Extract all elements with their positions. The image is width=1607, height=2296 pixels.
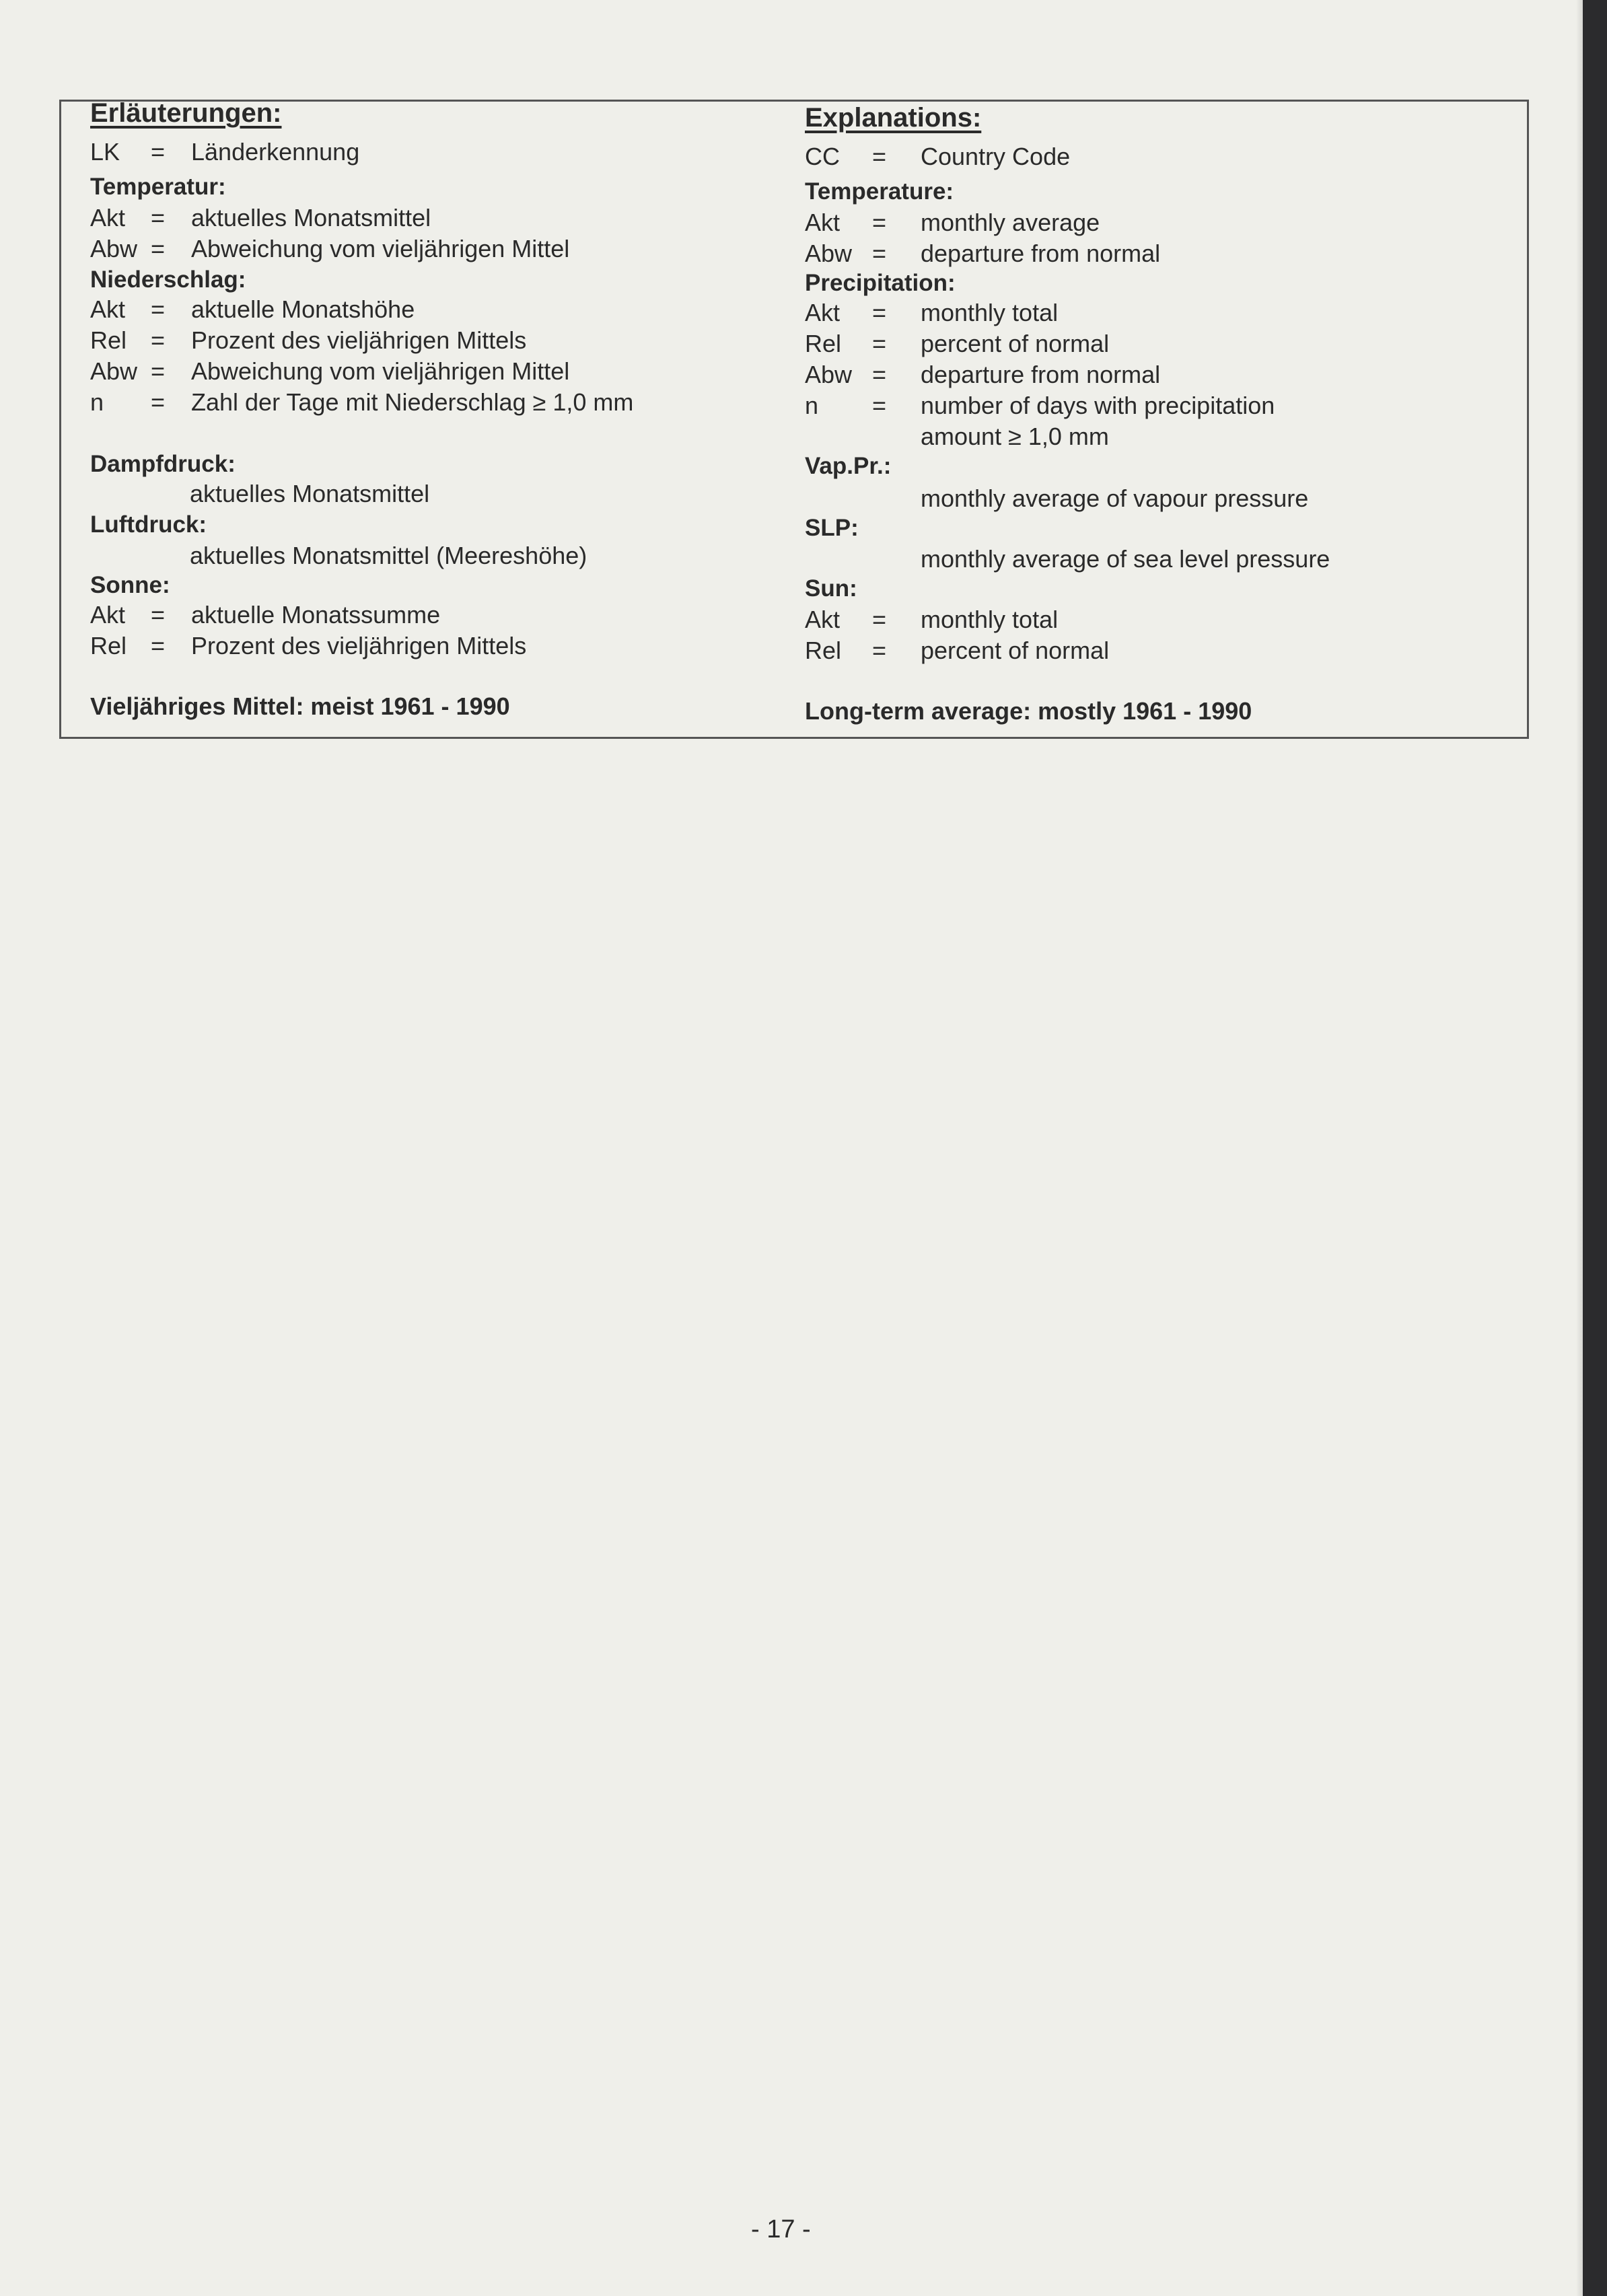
definition: aktuelle Monatshöhe [191,295,415,323]
english-vapour-definition: monthly average of vapour pressure [921,485,1309,512]
equals: = [151,388,166,416]
definition: Abweichung vom vieljährigen Mittel [191,235,570,262]
equals: = [151,295,166,323]
equals: = [151,632,166,659]
abbr: Rel [90,326,127,354]
german-pressure-definition: aktuelles Monatsmittel (Meereshöhe) [190,542,587,569]
english-heading: Explanations: [805,103,982,133]
equals: = [872,637,887,664]
german-vapour-definition: aktuelles Monatsmittel [190,480,430,507]
page-edge-shadow [1576,0,1583,2296]
german-footer: Vieljähriges Mittel: meist 1961 - 1990 [90,692,510,720]
abbr: Akt [805,606,841,633]
equals: = [151,235,166,262]
equals: = [151,357,166,385]
abbr: LK [90,138,120,166]
english-sun-title: Sun: [805,575,857,602]
english-precip-title: Precipitation: [805,270,956,296]
german-heading: Erläuterungen: [90,98,282,128]
german-temperature-title: Temperatur: [90,174,226,200]
abbr: n [90,388,104,416]
german-precip-title: Niederschlag: [90,266,246,293]
definition: percent of normal [921,330,1110,357]
equals: = [872,330,887,357]
english-pressure-definition: monthly average of sea level pressure [921,545,1330,573]
abbr: Akt [90,601,126,629]
scanner-background-edge [1583,0,1607,2296]
definition: number of days with precipitation [921,392,1275,419]
equals: = [151,601,166,629]
english-temperature-title: Temperature: [805,178,954,205]
definition: monthly total [921,299,1059,326]
definition: aktuelles Monatsmittel [191,204,431,231]
abbr: n [805,392,819,419]
abbr: Akt [805,299,841,326]
definition: Prozent des vieljährigen Mittels [191,632,527,659]
english-precip-n-continuation: amount ≥ 1,0 mm [921,423,1109,450]
german-sun-title: Sonne: [90,572,170,598]
equals: = [151,326,166,354]
definition: departure from normal [921,361,1161,388]
abbr: CC [805,143,840,170]
equals: = [872,299,887,326]
german-pressure-title: Luftdruck: [90,511,207,538]
abbr: Rel [90,632,127,659]
abbr: Akt [90,204,126,231]
abbr: Abw [805,361,853,388]
abbr: Abw [805,240,853,267]
definition: departure from normal [921,240,1161,267]
english-footer: Long-term average: mostly 1961 - 1990 [805,697,1252,725]
english-vapour-title: Vap.Pr.: [805,453,892,479]
definition: percent of normal [921,637,1110,664]
english-pressure-title: SLP: [805,515,859,541]
equals: = [872,240,887,267]
definition: Prozent des vieljährigen Mittels [191,326,527,354]
abbr: Abw [90,235,138,262]
german-vapour-title: Dampfdruck: [90,451,236,477]
equals: = [872,392,887,419]
definition: Abweichung vom vieljährigen Mittel [191,357,570,385]
definition: Country Code [921,143,1071,170]
abbr: Rel [805,637,842,664]
equals: = [872,209,887,236]
equals: = [872,143,887,170]
definition: monthly total [921,606,1059,633]
page-number: - 17 - [751,2215,811,2244]
equals: = [151,204,166,231]
abbr: Akt [90,295,126,323]
definition: monthly average [921,209,1100,236]
equals: = [151,138,166,166]
definition: aktuelle Monatssumme [191,601,441,629]
abbr: Rel [805,330,842,357]
abbr: Akt [805,209,841,236]
equals: = [872,361,887,388]
definition: Länderkennung [191,138,360,166]
equals: = [872,606,887,633]
abbr: Abw [90,357,138,385]
definition: Zahl der Tage mit Niederschlag ≥ 1,0 mm [191,388,634,416]
